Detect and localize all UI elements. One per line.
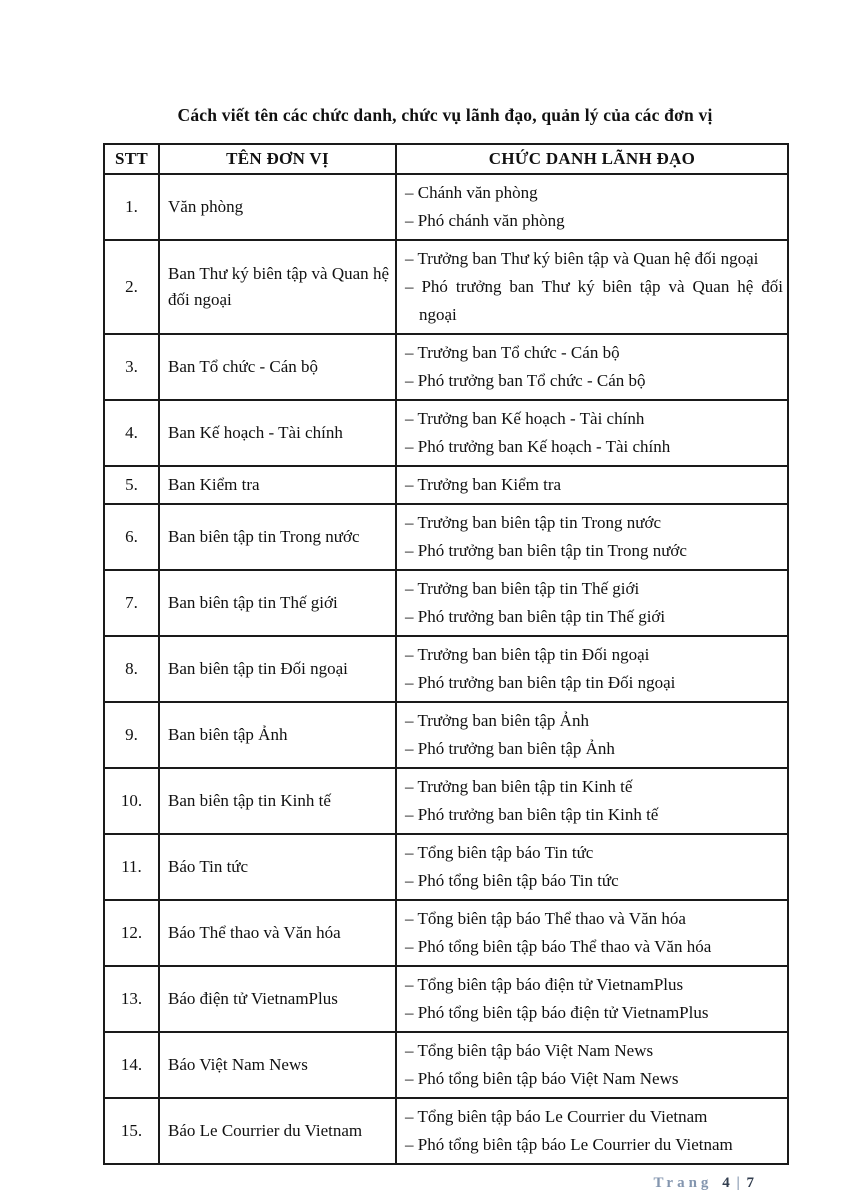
units-table [103,143,789,1165]
leadership-title-line: – Phó tổng biên tập báo điện tử VietnamPlus [405,1003,709,1022]
cell-stt: 10. [104,768,159,834]
cell-leadership-titles [396,240,788,334]
leadership-title-line: – Trưởng ban biên tập tin Thế giới [405,579,640,598]
leadership-title-line: – Phó trưởng ban Kế hoạch - Tài chính [405,437,671,456]
table-row [104,702,788,768]
leadership-title-line: – Trưởng ban Kế hoạch - Tài chính [405,409,645,428]
cell-leadership-titles [396,400,788,466]
cell-unit-name: Báo điện tử VietnamPlus [159,966,396,1032]
leadership-title-line: – Phó trưởng ban biên tập tin Trong nước [405,541,687,560]
cell-unit-name: Ban biên tập tin Đối ngoại [159,636,396,702]
table-row [104,174,788,240]
cell-leadership-titles [396,466,788,504]
cell-unit-name: Ban Kế hoạch - Tài chính [159,400,396,466]
table-row [104,240,788,334]
cell-unit-name: Ban Thư ký biên tập và Quan hệ đối ngoại [159,240,396,334]
leadership-title-line: – Trưởng ban Kiểm tra [405,475,562,494]
cell-stt: 11. [104,834,159,900]
leadership-title-line: – Phó chánh văn phòng [405,211,565,230]
header-leadership-title: CHỨC DANH LÃNH ĐẠO [396,144,788,174]
header-unit-name: TÊN ĐƠN VỊ [159,144,396,174]
cell-unit-name: Ban biên tập tin Thế giới [159,570,396,636]
leadership-title-line: – Phó tổng biên tập báo Thể thao và Văn hóa [405,937,712,956]
leadership-title-line: – Phó tổng biên tập báo Việt Nam News [405,1069,679,1088]
cell-leadership-titles [396,636,788,702]
leadership-title-line: – Phó trưởng ban Thư ký biên tập và Quan hệ đối ngoại [405,277,783,324]
cell-stt: 7. [104,570,159,636]
table-row [104,966,788,1032]
table-row [104,570,788,636]
cell-leadership-titles [396,1032,788,1098]
cell-unit-name: Văn phòng [159,174,396,240]
leadership-title-line: – Tổng biên tập báo Le Courrier du Vietnam [405,1107,708,1126]
cell-stt: 14. [104,1032,159,1098]
leadership-title-line: – Trưởng ban biên tập tin Kinh tế [405,777,633,796]
leadership-title-line: – Phó trưởng ban biên tập Ảnh [405,739,615,758]
leadership-title-line: – Phó tổng biên tập báo Le Courrier du Vietnam [405,1135,733,1154]
table-row [104,466,788,504]
footer-page-number: 4 [722,1175,730,1191]
cell-leadership-titles [396,1098,788,1164]
cell-stt: 12. [104,900,159,966]
cell-leadership-titles [396,768,788,834]
leadership-title-line: – Tổng biên tập báo Thể thao và Văn hóa [405,909,686,928]
table-row [104,334,788,400]
cell-leadership-titles [396,504,788,570]
table-row [104,636,788,702]
cell-unit-name: Báo Việt Nam News [159,1032,396,1098]
leadership-title-line: – Phó trưởng ban Tổ chức - Cán bộ [405,371,646,390]
footer-separator: | [736,1175,740,1191]
leadership-title-line: – Trưởng ban Thư ký biên tập và Quan hệ đối ngoại [405,249,759,268]
cell-unit-name: Ban Tổ chức - Cán bộ [159,334,396,400]
table-row [104,768,788,834]
cell-leadership-titles [396,702,788,768]
cell-unit-name: Ban Kiểm tra [159,466,396,504]
cell-stt: 8. [104,636,159,702]
leadership-title-line: – Trưởng ban biên tập tin Đối ngoại [405,645,650,664]
cell-stt: 9. [104,702,159,768]
table-row [104,400,788,466]
cell-leadership-titles [396,570,788,636]
table-row [104,900,788,966]
cell-stt: 1. [104,174,159,240]
leadership-title-line: – Trưởng ban biên tập Ảnh [405,711,589,730]
cell-stt: 2. [104,240,159,334]
leadership-title-line: – Tổng biên tập báo điện tử VietnamPlus [405,975,684,994]
table-body [104,174,788,1164]
leadership-title-line: – Phó tổng biên tập báo Tin tức [405,871,619,890]
cell-stt: 3. [104,334,159,400]
cell-leadership-titles [396,966,788,1032]
cell-unit-name: Ban biên tập tin Trong nước [159,504,396,570]
cell-unit-name: Báo Thể thao và Văn hóa [159,900,396,966]
table-header-row [104,144,788,174]
table-row [104,834,788,900]
cell-stt: 13. [104,966,159,1032]
footer-total-pages: 7 [746,1175,754,1191]
cell-unit-name: Ban biên tập tin Kinh tế [159,768,396,834]
leadership-title-line: – Tổng biên tập báo Tin tức [405,843,594,862]
leadership-title-line: – Trưởng ban biên tập tin Trong nước [405,513,662,532]
footer-page-label: Trang [653,1175,713,1191]
table-row [104,504,788,570]
cell-stt: 6. [104,504,159,570]
leadership-title-line: – Tổng biên tập báo Việt Nam News [405,1041,654,1060]
table-row [104,1032,788,1098]
page-footer [103,1175,787,1192]
leadership-title-line: – Phó trưởng ban biên tập tin Kinh tế [405,805,659,824]
table-row [104,1098,788,1164]
cell-unit-name: Báo Tin tức [159,834,396,900]
cell-stt: 5. [104,466,159,504]
leadership-title-line: – Phó trưởng ban biên tập tin Thế giới [405,607,666,626]
header-stt: STT [104,144,159,174]
cell-stt: 4. [104,400,159,466]
leadership-title-line: – Trưởng ban Tổ chức - Cán bộ [405,343,620,362]
leadership-title-line: – Chánh văn phòng [405,183,538,202]
document-title: Cách viết tên các chức danh, chức vụ lãnh đạo, quản lý của các đơn vị [177,105,713,125]
cell-unit-name: Báo Le Courrier du Vietnam [159,1098,396,1164]
leadership-title-line: – Phó trưởng ban biên tập tin Đối ngoại [405,673,676,692]
cell-leadership-titles [396,174,788,240]
cell-leadership-titles [396,900,788,966]
cell-leadership-titles [396,334,788,400]
cell-leadership-titles [396,834,788,900]
cell-stt: 15. [104,1098,159,1164]
cell-unit-name: Ban biên tập Ảnh [159,702,396,768]
